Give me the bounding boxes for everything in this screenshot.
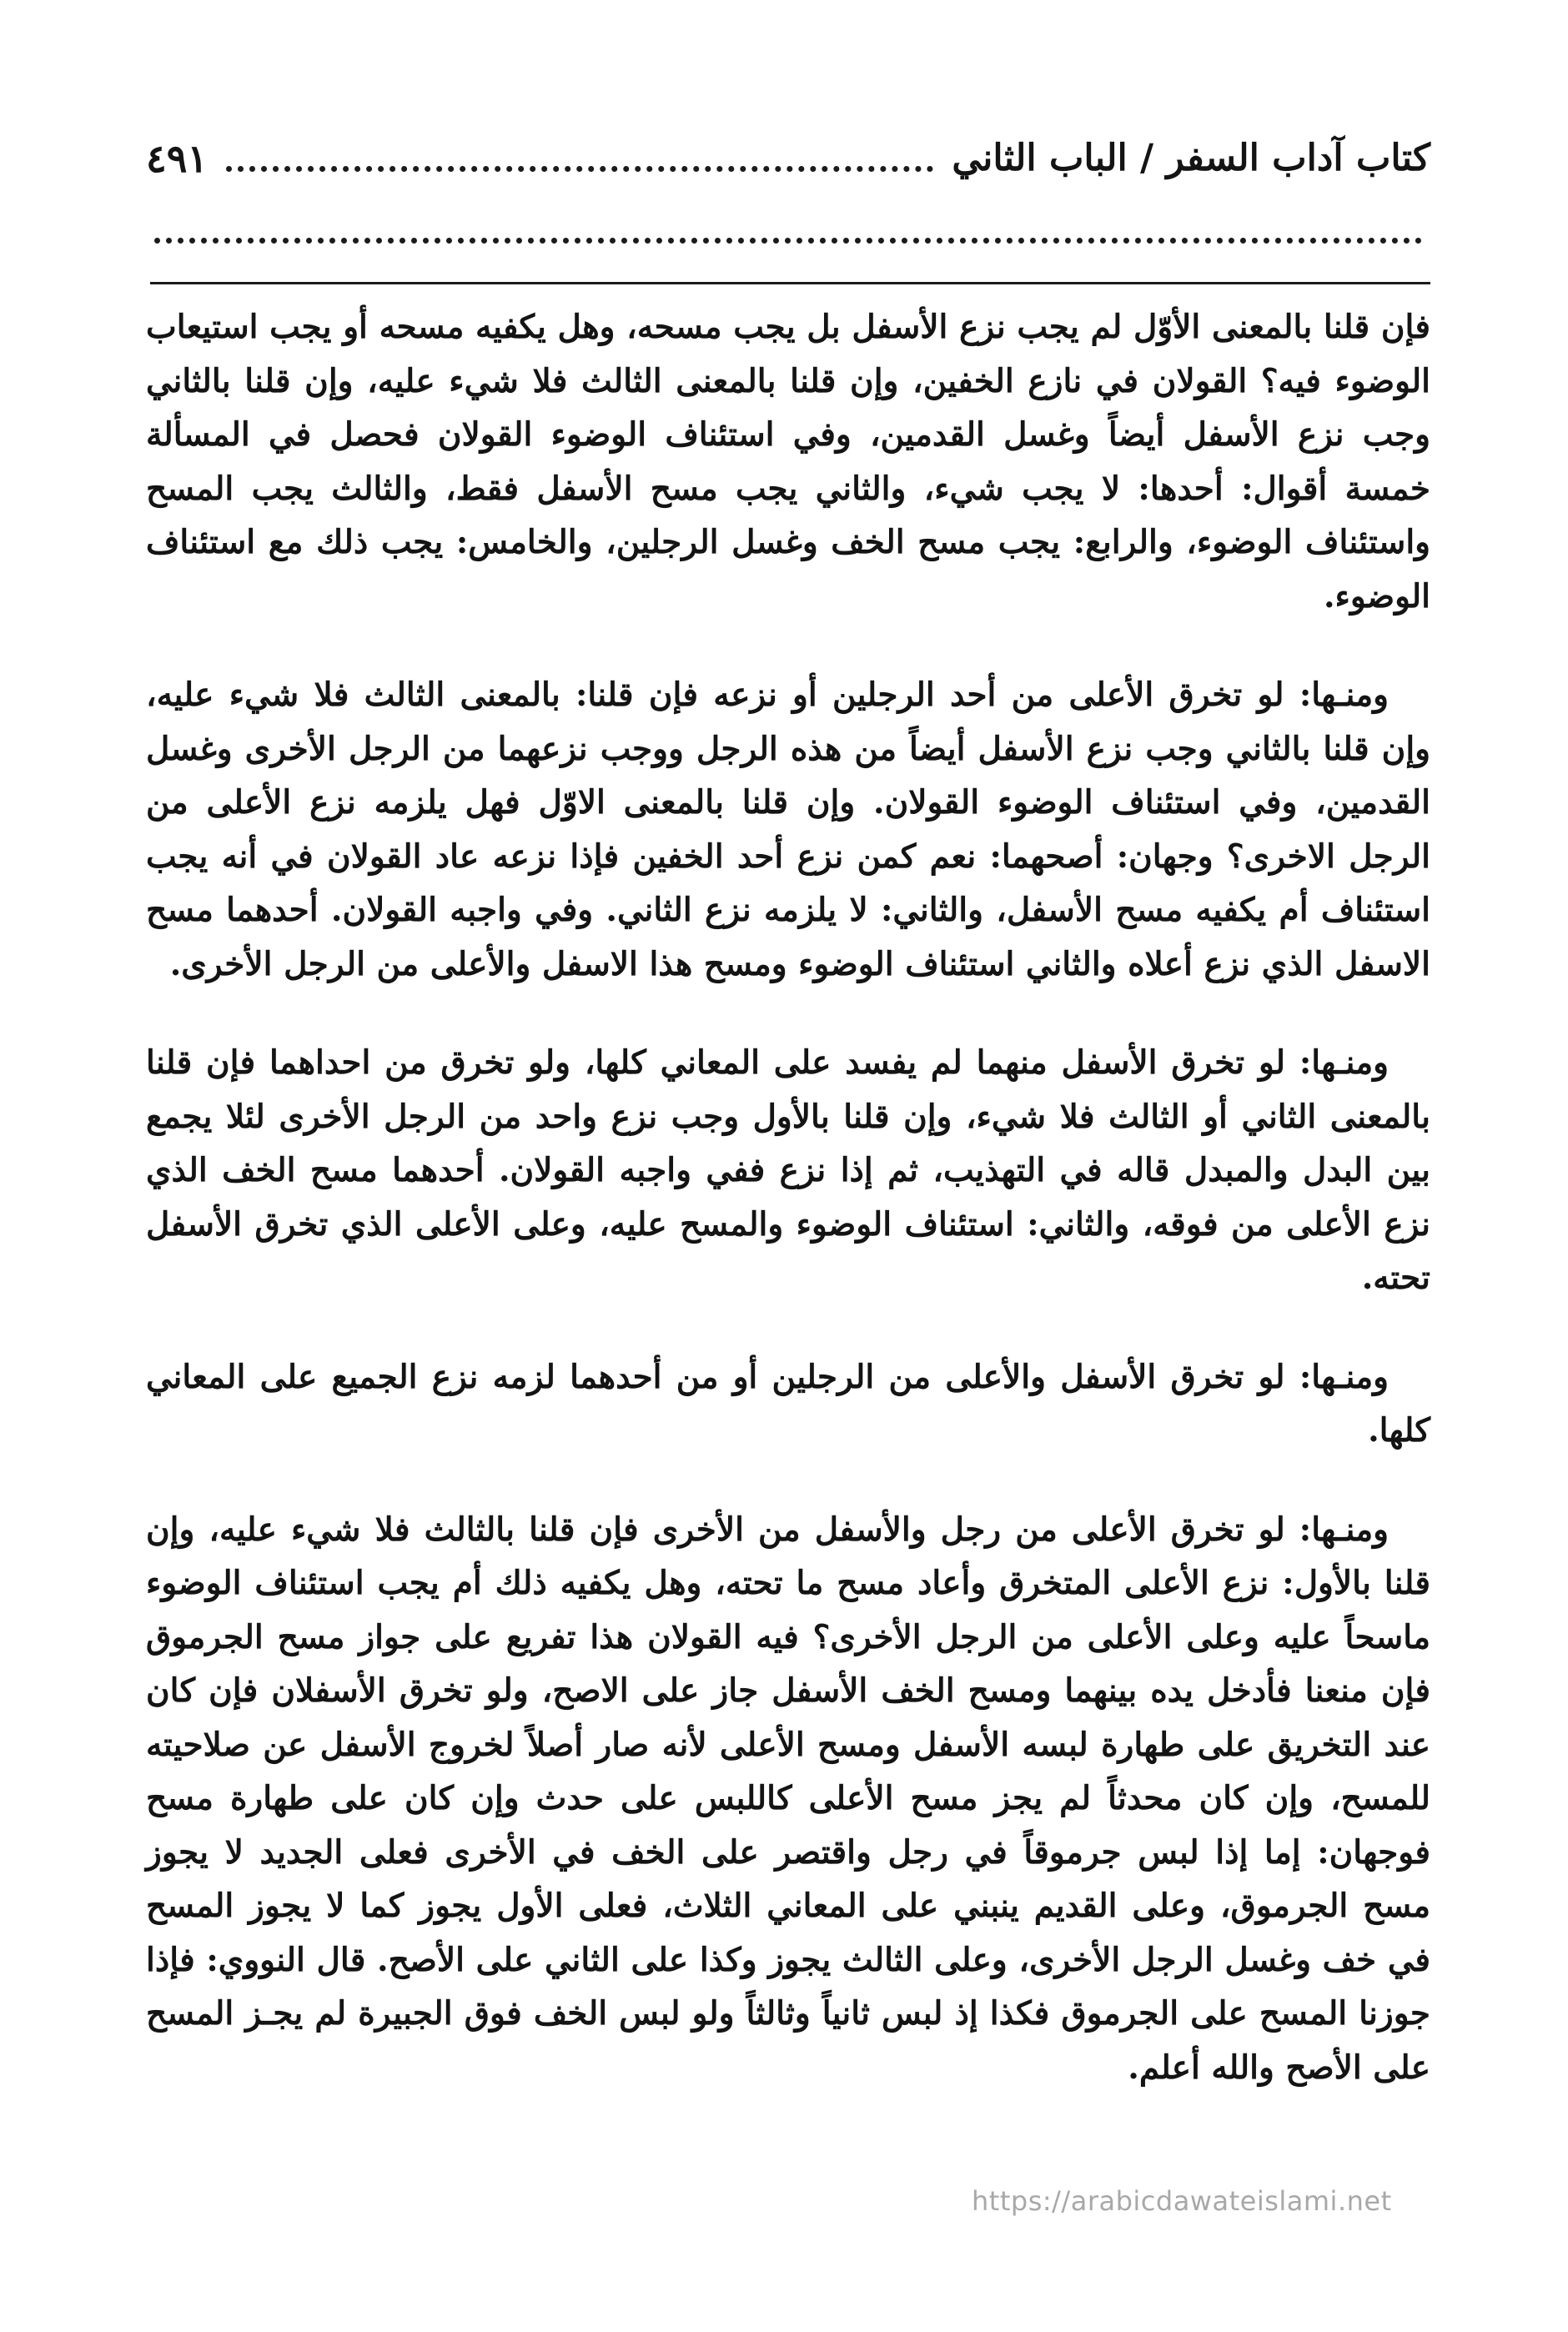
page-body	[146, 300, 1430, 2139]
dotted-separator	[154, 238, 1422, 244]
paragraph: ومنـها: لو تخرق الأعلى من رجل والأسفل من الأخرى فإن قلنا بالثالث فلا شيء عليه، وإن قلنا بالأول: نزع الأعلى المتخرق وأعاد مسح ما تحته، وهل يكفيه ذلك أم يجب استئناف الوضوء ماسحاً عليه وعلى الأعلى من الرجل الأخرى؟ فيه القولان هذا تفريع على جواز مسح الجرموق فإن منعنا فأدخل يده بينهما ومسح الخف الأسفل جاز على الاصح، ولو تخرق الأسفلان فإن كان عند التخريق على طهارة لبسه الأسفل ومسح الأعلى لأنه صار أصلاً لخروج الأسفل عن صلاحيته للمسح، وإن كان محدثاً لم يجز مسح الأعلى كاللبس على حدث وإن كان على طهارة مسح فوجهان: إما إذا لبس جرموقاً في رجل واقتصر على الخف في الأخرى فعلى الجديد لا يجوز مسح الجرموق، وعلى القديم ينبني على المعاني الثلاث، فعلى الأول يجوز كما لا يجوز المسح في خف وغسل الرجل الأخرى، وعلى الثالث يجوز وكذا على الثاني على الأصح. قال النووي: فإذا جوزنا المسح على الجرموق فكذا إذ لبس ثانياً وثالثاً ولو لبس الخف فوق الجبيرة لم يجـز المسح على الأصح والله أعلم.	[146, 1510, 1430, 2087]
paragraph: ومنـها: لو تخرق الأسفل منهما لم يفسد على المعاني كلها، ولو تخرق من احداهما فإن قلنا بالمعنى الثاني أو الثالث فلا شيء، وإن قلنا بالأول وجب نزع واحد من الرجل الأخرى لئلا يجمع بين البدل والمبدل قاله في التهذيب، ثم إذا نزع ففي واجبه القولان. أحدهما مسح الخف الذي نزع الأعلى من فوقه، والثاني: استئناف الوضوء والمسح عليه، وعلى الأعلى الذي تخرق الأسفل تحته.	[146, 1043, 1430, 1297]
header-leader-dots	[226, 165, 933, 172]
running-title: كتاب آداب السفر / الباب الثاني	[952, 137, 1430, 179]
paragraph: ومنـها: لو تخرق الأعلى من أحد الرجلين أو نزعه فإن قلنا: بالمعنى الثالث فلا شيء عليه، وإن قلنا بالثاني وجب نزع الأسفل أيضاً من هذه الرجل ووجب نزعهما من الرجل الأخرى وغسل القدمين، وفي استئناف الوضوء القولان. وإن قلنا بالمعنى الاوّل فهل يلزمه نزع الأعلى من الرجل الاخرى؟ وجهان: أصحهما: نعم كمن نزع أحد الخفين فإذا نزعه عاد القولان في أنه يجب استئناف أم يكفيه مسح الأسفل، والثاني: لا يلزمه نزع الثاني. وفي واجبه القولان. أحدهما مسح الاسفل الذي نزع أعلاه والثاني استئناف الوضوء ومسح هذا الاسفل والأعلى من الرجل الأخرى.	[146, 676, 1430, 983]
paragraph: ومنـها: لو تخرق الأسفل والأعلى من الرجلين أو من أحدهما لزمه نزع الجميع على المعاني كلها.	[146, 1357, 1430, 1450]
watermark-url: https://arabicdawateislami.net	[972, 2185, 1392, 2217]
header-rule	[150, 282, 1430, 284]
paragraph: فإن قلنا بالمعنى الأوّل لم يجب نزع الأسفل بل يجب مسحه، وهل يكفيه مسحه أو يجب استيعاب الوضوء فيه؟ القولان في نازع الخفين، وإن قلنا بالمعنى الثالث فلا شيء عليه، وإن قلنا بالثاني وجب نزع الأسفل أيضاً وغسل القدمين، وفي استئناف الوضوء القولان فحصل في المسألة خمسة أقوال: أحدها: لا يجب شيء، والثاني يجب مسح الأسفل فقط، والثالث يجب المسح واستئناف الوضوء، والرابع: يجب مسح الخف وغسل الرجلين، والخامس: يجب ذلك مع استئناف الوضوء.	[146, 308, 1430, 616]
page-number: ٤٩١	[146, 136, 209, 181]
page-header	[146, 117, 1430, 183]
